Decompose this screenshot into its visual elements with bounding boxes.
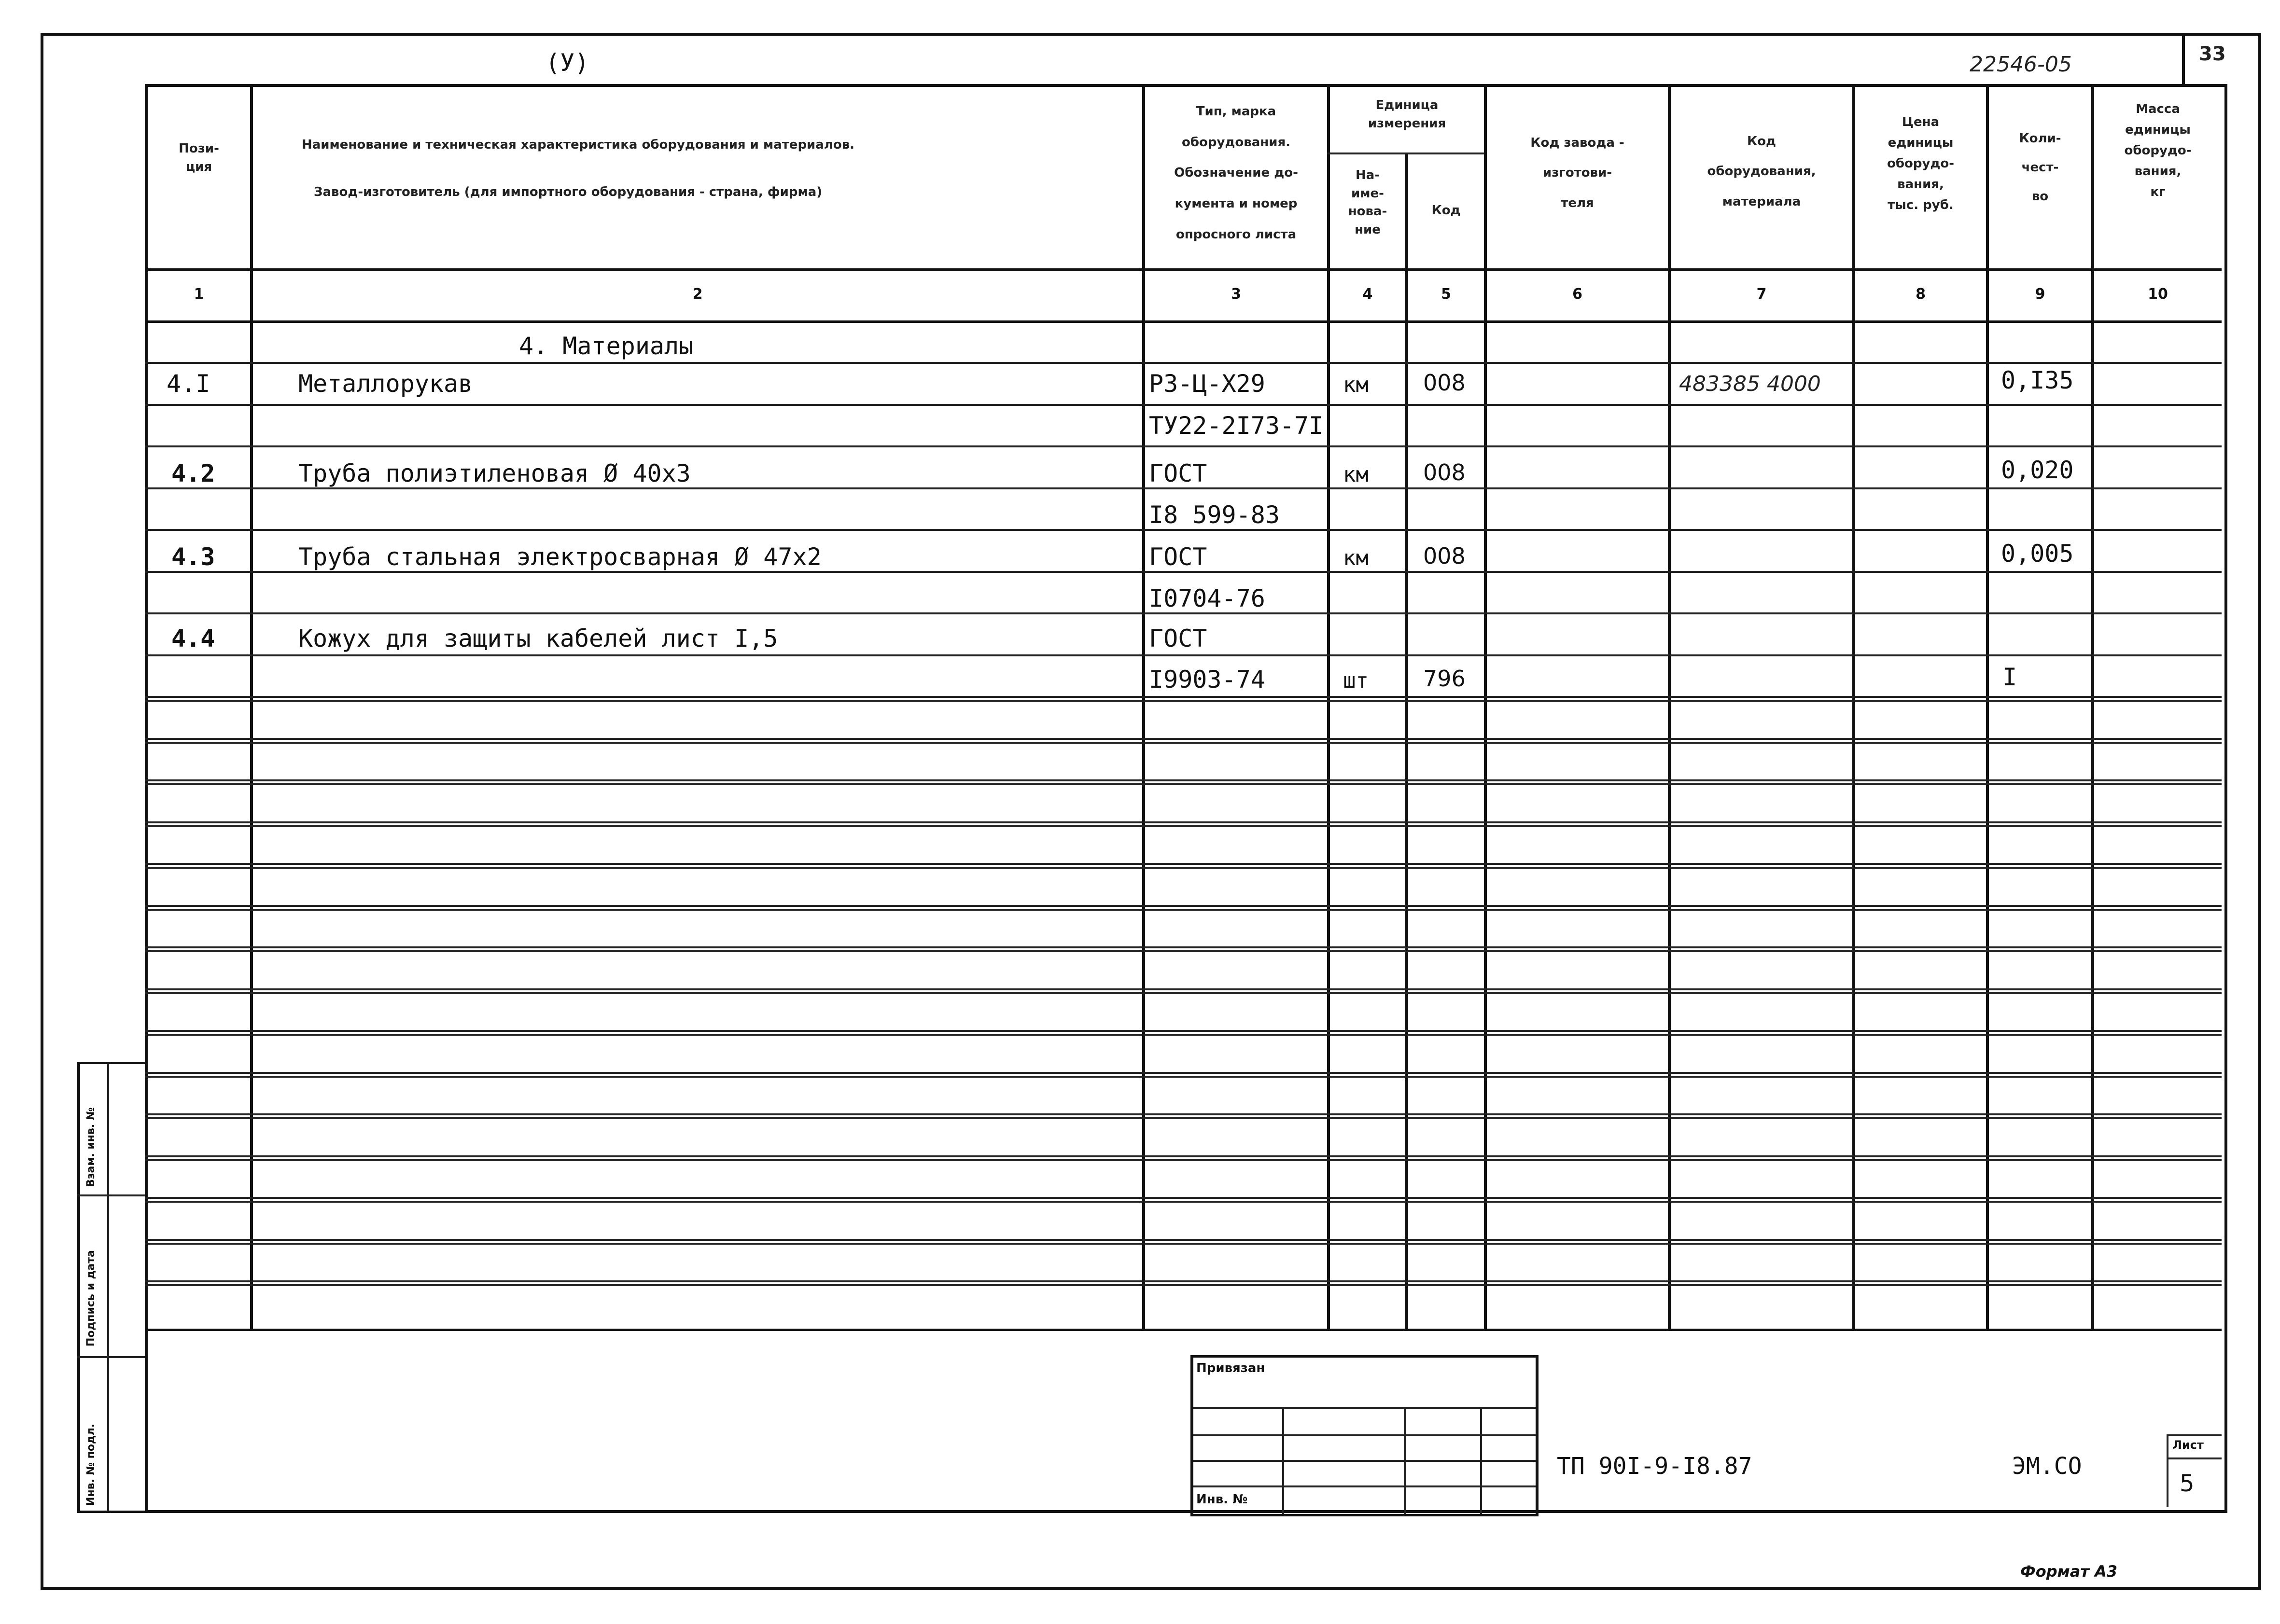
body-row-line — [145, 1197, 2222, 1199]
side-stamp-left — [77, 1062, 80, 1513]
body-row-subline — [145, 909, 2222, 911]
privyazan-label: Привязан — [1196, 1361, 1265, 1375]
body-row-line — [145, 362, 2222, 364]
format-label: Формат А3 — [2020, 1562, 2118, 1581]
side-stamp-top — [77, 1062, 145, 1064]
header-name-line1: Наименование и техническая характеристика оборудования и материалов. — [302, 138, 855, 152]
body-row-line — [145, 529, 2222, 531]
stamp-line-4 — [1190, 1460, 1537, 1462]
row-4-1-type: РЗ-Ц-Х29 — [1149, 370, 1265, 398]
header-position: Пози- ция — [179, 141, 219, 174]
body-row-subline — [145, 992, 2222, 994]
stamp-line-3 — [1190, 1434, 1537, 1436]
doc-number: 22546-05 — [1970, 52, 2072, 77]
body-row-subline — [145, 825, 2222, 827]
doc-designation: ТП 90I-9-I8.87 — [1557, 1453, 1752, 1480]
body-row-subline — [145, 1034, 2222, 1036]
row-4-4-qty: I — [2002, 663, 2017, 691]
colnum-10: 10 — [2148, 286, 2168, 303]
body-row-line — [145, 654, 2222, 656]
col-line-8 — [1986, 84, 1989, 1330]
header-unit-name: На- име- нова- ние — [1348, 168, 1387, 237]
header-mass: Масса единицы оборудо- вания, кг — [2124, 102, 2192, 199]
col-line-2 — [1142, 84, 1145, 1330]
colnum-2: 2 — [692, 286, 703, 303]
row-4-3-type-cont: I0704-76 — [1149, 584, 1265, 612]
colnum-1: 1 — [194, 286, 204, 303]
body-row-subline — [145, 950, 2222, 952]
stamp-bottom — [1190, 1514, 1537, 1516]
colnum-8: 8 — [1916, 286, 1926, 303]
header-unit-group: Единица измерения — [1368, 98, 1446, 131]
col-line-7 — [1852, 84, 1855, 1330]
header-plant-code: Код завода - изготови- теля — [1530, 136, 1624, 210]
side-label-top: Взам. инв. № — [85, 1107, 97, 1187]
side-stamp-div2 — [77, 1356, 145, 1358]
header-material-code: Код оборудования, материала — [1707, 134, 1816, 209]
body-row-line — [145, 905, 2222, 907]
body-row-subline — [145, 1284, 2222, 1286]
row-4-3-qty: 0,005 — [2001, 540, 2074, 568]
row-4-2-position: 4.2 — [171, 459, 215, 487]
header-name-line2: Завод-изготовитель (для импортного оборудования - страна, фирма) — [314, 185, 823, 199]
row-4-3-position: 4.3 — [171, 543, 215, 571]
row-4-2-name: Труба полиэтиленовая Ø 40х3 — [298, 459, 691, 487]
doc-code: ЭМ.СО — [2012, 1453, 2082, 1480]
body-row-subline — [145, 700, 2222, 702]
body-row-subline — [145, 742, 2222, 744]
body-row-line — [145, 946, 2222, 948]
sheet-box-left — [2167, 1434, 2168, 1507]
header-bottom-line — [145, 268, 2222, 271]
row-4-2-unit: км — [1343, 462, 1369, 487]
body-row-line — [145, 1030, 2222, 1032]
side-label-bottom: Инв. № подл. — [85, 1423, 97, 1506]
row-4-4-code: 796 — [1423, 666, 1466, 692]
side-stamp-div1 — [77, 1194, 145, 1196]
body-row-subline — [145, 1201, 2222, 1203]
body-row-subline — [145, 867, 2222, 869]
colnum-6: 6 — [1572, 286, 1582, 303]
stamp-top — [1190, 1355, 1537, 1358]
page-number-box-left — [2182, 33, 2185, 84]
body-row-line — [145, 696, 2222, 698]
header-type: Тип, марка оборудования. Обозначение до- кумента и номер опросного листа — [1174, 104, 1298, 242]
row-4-2-type-cont: I8 599-83 — [1149, 501, 1280, 529]
section-title: 4. Материалы — [519, 332, 694, 360]
stamp-v2 — [1282, 1407, 1284, 1516]
row-4-3-type: ГОСТ — [1149, 543, 1207, 571]
header-price: Цена единицы оборудо- вания, тыс. руб. — [1887, 115, 1955, 212]
body-row-line — [145, 863, 2222, 865]
body-row-line — [145, 738, 2222, 740]
header-unit-code: Код — [1431, 203, 1461, 218]
top-label: (У) — [546, 49, 589, 77]
row-4-3-unit: км — [1343, 546, 1369, 570]
col-line-9 — [2091, 84, 2094, 1330]
body-row-subline — [145, 1117, 2222, 1119]
body-row-line — [145, 571, 2222, 573]
header-quantity: Коли- чест- во — [2019, 131, 2061, 204]
row-4-1-qty: 0,I35 — [2001, 366, 2074, 394]
body-row-line — [145, 821, 2222, 823]
body-row-line — [145, 445, 2222, 447]
row-4-4-name: Кожух для защиты кабелей лист I,5 — [298, 625, 778, 652]
stamp-right — [1536, 1355, 1539, 1516]
row-4-4-position: 4.4 — [171, 625, 215, 652]
colnum-7: 7 — [1756, 286, 1767, 303]
page-number: 33 — [2199, 43, 2226, 65]
body-row-line — [145, 1113, 2222, 1115]
body-row-line — [145, 1239, 2222, 1241]
side-label-middle: Подпись и дата — [85, 1250, 97, 1346]
body-row-subline — [145, 1076, 2222, 1078]
colnum-3: 3 — [1231, 286, 1241, 303]
stamp-v3 — [1404, 1407, 1406, 1516]
col-line-5 — [1484, 84, 1487, 1330]
body-row-line — [145, 404, 2222, 406]
body-row-line — [145, 1072, 2222, 1074]
body-row-subline — [145, 1243, 2222, 1245]
sheet-box-top — [2167, 1434, 2222, 1436]
body-row-subline — [145, 1159, 2222, 1161]
stamp-line-2 — [1190, 1407, 1537, 1409]
side-stamp-bottom — [77, 1511, 145, 1513]
row-4-4-type-cont: I9903-74 — [1149, 666, 1265, 694]
row-4-1-material-code: 483385 4000 — [1679, 372, 1821, 396]
stamp-line-5 — [1190, 1485, 1537, 1487]
table-bottom-line — [145, 1329, 2222, 1331]
body-row-line — [145, 1280, 2222, 1282]
colnum-5: 5 — [1441, 286, 1451, 303]
stamp-v4 — [1480, 1407, 1482, 1516]
row-4-2-type: ГОСТ — [1149, 459, 1207, 487]
inv-label: Инв. № — [1196, 1492, 1248, 1507]
col-line-3 — [1327, 84, 1330, 1330]
col-line-4 — [1405, 153, 1408, 1330]
body-row-line — [145, 487, 2222, 489]
row-4-1-unit: км — [1343, 373, 1369, 397]
colnum-4: 4 — [1362, 286, 1373, 303]
row-4-4-unit: шт — [1343, 668, 1369, 693]
number-row-bottom-line — [145, 320, 2222, 323]
row-4-2-qty: 0,020 — [2001, 456, 2074, 484]
body-row-line — [145, 988, 2222, 990]
row-4-4-type: ГОСТ — [1149, 625, 1207, 652]
col-line-6 — [1668, 84, 1671, 1330]
stamp-left — [1190, 1355, 1193, 1516]
row-4-2-code: 008 — [1423, 459, 1466, 486]
row-4-1-name: Металлорукав — [298, 370, 473, 398]
row-4-3-name: Труба стальная электросварная Ø 47х2 — [298, 543, 822, 571]
sheet-box-mid — [2167, 1457, 2222, 1459]
body-row-line — [145, 1155, 2222, 1157]
body-row-line — [145, 612, 2222, 614]
sheet-label: Лист — [2172, 1438, 2204, 1452]
body-row-line — [145, 779, 2222, 781]
row-4-1-code: 008 — [1423, 370, 1466, 396]
row-4-1-position: 4.I — [167, 370, 210, 398]
sheet-number: 5 — [2180, 1470, 2195, 1497]
side-stamp-mid — [107, 1062, 109, 1513]
body-row-subline — [145, 783, 2222, 785]
col-line-1 — [250, 84, 253, 1330]
colnum-9: 9 — [2035, 286, 2045, 303]
row-4-1-type-cont: ТУ22-2I73-7I — [1149, 412, 1324, 440]
unit-group-line — [1327, 153, 1484, 154]
row-4-3-code: 008 — [1423, 543, 1466, 569]
